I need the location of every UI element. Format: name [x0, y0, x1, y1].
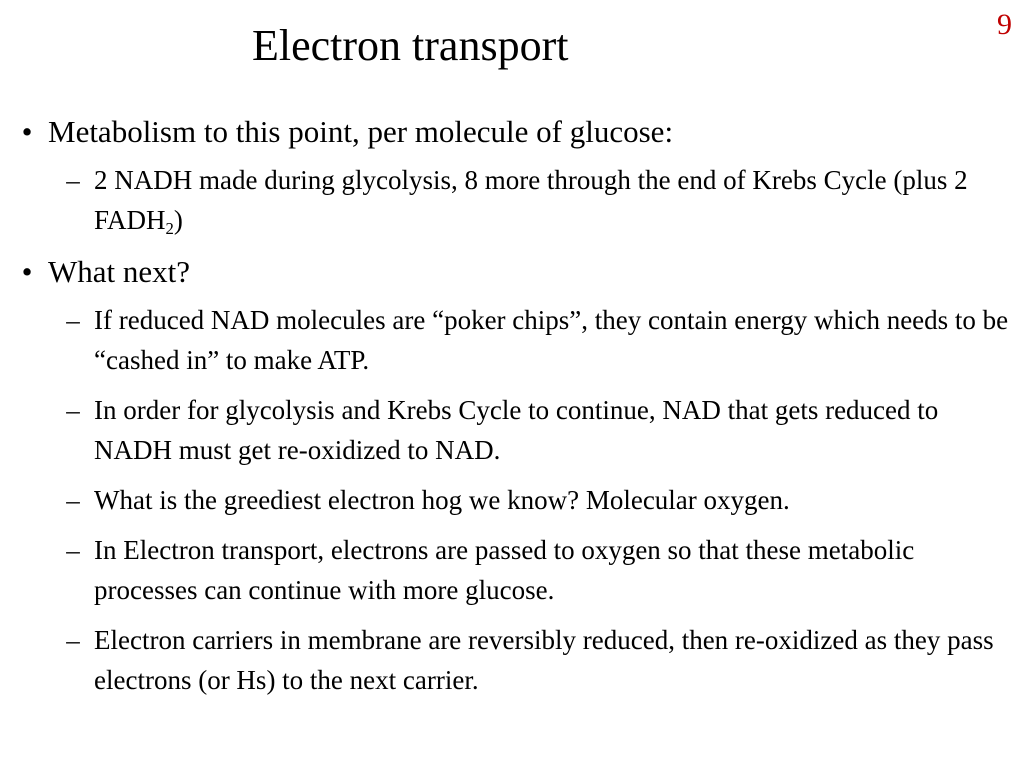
bullet-point — [12, 250, 1012, 294]
sub-point-text: In order for glycolysis and Krebs Cycle to continue, NAD that gets reduced to NADH must get re-oxidized to NAD. — [94, 395, 939, 465]
bullet-point — [12, 110, 1012, 154]
slide-title: Electron transport — [252, 21, 569, 70]
sub-point-text: 2 NADH made during glycolysis, 8 more through the end of Krebs Cycle (plus 2 FADH — [94, 165, 968, 235]
sub-point-text: If reduced NAD molecules are “poker chips”, they contain energy which needs to be “cashed in” to make ATP. — [94, 305, 1009, 375]
dash-icon: – — [66, 485, 80, 515]
sub-point — [12, 620, 1012, 700]
sub-point — [12, 160, 1012, 240]
dash-icon: – — [66, 535, 80, 565]
sub-point-text-end: ) — [173, 205, 183, 235]
sub-point-text: Electron carriers in membrane are reversibly reduced, then re-oxidized as they pass electrons (or Hs) to the next carrier. — [94, 625, 994, 695]
dash-icon: – — [66, 395, 80, 425]
dash-icon: – — [66, 165, 80, 195]
sub-point — [12, 480, 1012, 520]
bullet-icon: • — [21, 114, 33, 149]
sub-point — [12, 390, 1012, 470]
sub-point-text: In Electron transport, electrons are passed to oxygen so that these metabolic processes can continue with more glucose. — [94, 535, 915, 605]
dash-icon: – — [66, 305, 80, 335]
slide-content — [12, 110, 1012, 710]
slide-number: 9 — [997, 8, 1012, 41]
sub-point — [12, 300, 1012, 380]
sub-point — [12, 530, 1012, 610]
dash-icon: – — [66, 625, 80, 655]
bullet-icon: • — [21, 254, 33, 289]
subscript: 2 — [165, 219, 174, 239]
sub-point-text: What is the greediest electron hog we know? Molecular oxygen. — [94, 485, 790, 515]
bullet-text: What next? — [48, 254, 191, 289]
bullet-text: Metabolism to this point, per molecule of glucose: — [48, 114, 674, 149]
